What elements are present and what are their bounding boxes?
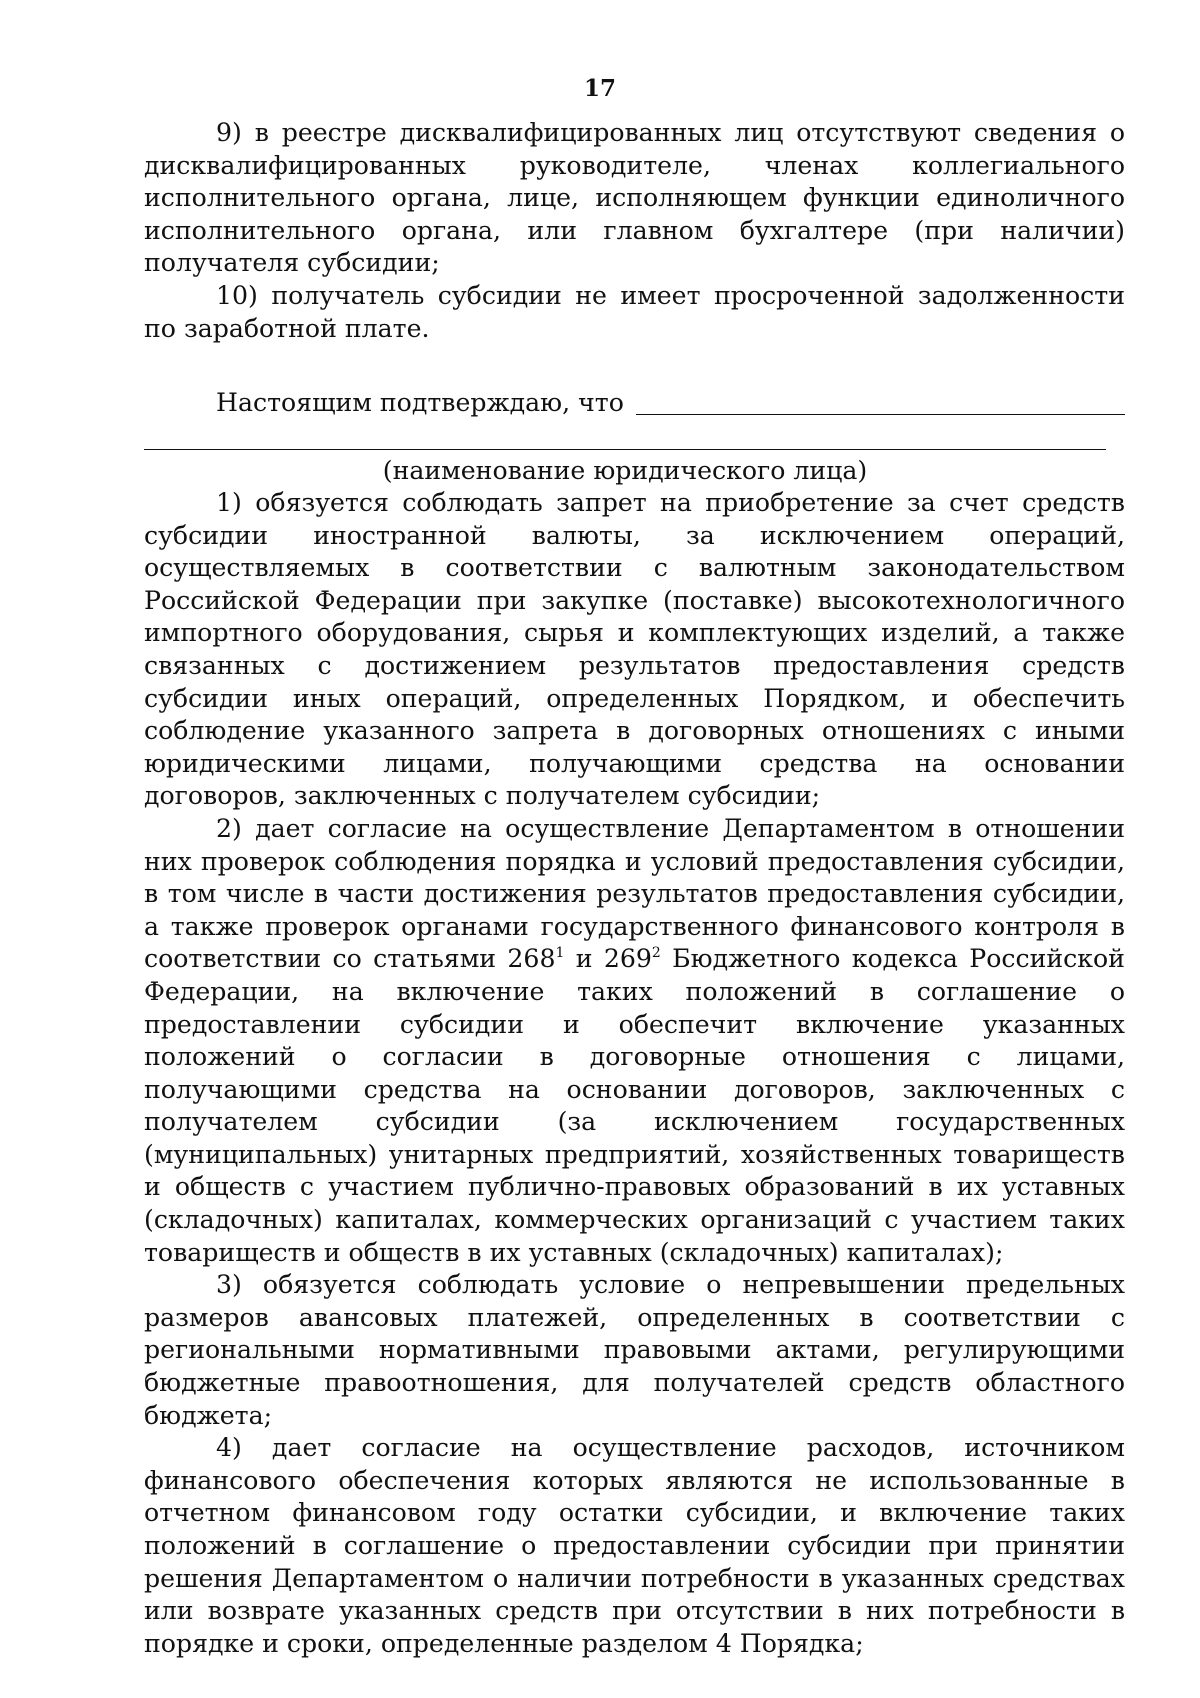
- entity-name-blank-continued: [144, 449, 1106, 450]
- obligation-1: 1) обязуется соблюдать запрет на приобретение за счет средств субсидии иностранной валюты, за исключением операций, осуществляемых в соответствии с валютным законодательством Российской Федерации при закупке (поставке) высокотехнологичного импортного оборудования, сырья и комплектующих изделий, а также связанных с достижением результатов предоставления средств субсидии иных операций, определенных Порядком, и обеспечить соблюдение указанного запрета в договорных отношениях с иными юридическими лицами, получающими средства на основании договоров, заключенных с получателем субсидии;: [144, 488, 1125, 811]
- obligation-2-part-2: и 269: [564, 944, 652, 974]
- confirmation-line: [216, 387, 1125, 419]
- article-269-superscript: 2: [651, 945, 661, 962]
- obligation-2-part-1: 2) дает согласие на осуществление Департаментом в отношении них проверок соблюдения порядка и условий предоставления субсидии, в том числе в части достижения результатов предоставления субсидии, а также проверок органами государственного финансового контроля в соответствии со статьями 268: [144, 813, 1125, 974]
- obligation-2: [144, 813, 1125, 1269]
- obligations-list: [144, 487, 1125, 1660]
- obligation-2-part-3: Бюджетного кодекса Российской Федерации, на включение таких положений в соглашение о предоставлении субсидии и обеспечит включение указанных положений о согласии в договорные отношения с лицами, получающими средства на основании договоров, заключенных с получателем субсидии (за исключением государственных (муниципальных) унитарных предприятий, хозяйственных товариществ и обществ с участием публично-правовых образований в их уставных (складочных) капиталах, коммерческих организаций с участием таких товариществ и обществ в их уставных (складочных) капиталах);: [144, 944, 1125, 1267]
- entity-name-caption: (наименование юридического лица): [382, 456, 868, 485]
- obligation-3: 3) обязуется соблюдать условие о непревышении предельных размеров авансовых платежей, определенных в соответствии с региональными нормативными правовыми актами, регулирующими бюджетные правоотношения, для получателей средств областного бюджета;: [144, 1270, 1125, 1430]
- entity-name-blank: [636, 388, 1125, 415]
- item-9: 9) в реестре дисквалифицированных лиц отсутствуют сведения о дисквалифицированных руководителе, членах коллегиального исполнительного органа, лице, исполняющем функции единоличного исполнительного органа, или главном бухгалтере (при наличии) получателя субсидии;: [144, 118, 1125, 278]
- article-268-superscript: 1: [555, 945, 565, 962]
- confirmation-label: Настоящим подтверждаю, что: [216, 388, 624, 417]
- page-number: 17: [583, 75, 616, 102]
- requirements-list: [144, 117, 1125, 345]
- item-10: 10) получатель субсидии не имеет просроченной задолженности по заработной плате.: [144, 280, 1125, 343]
- obligation-4: 4) дает согласие на осуществление расходов, источником финансового обеспечения которых являются не использованные в отчетном финансовом году остатки субсидии, и включение таких положений в соглашение о предоставлении субсидии при принятии решения Департаментом о наличии потребности в указанных средствах или возврате указанных средств при отсутствии в них потребности в порядке и сроки, определенные разделом 4 Порядка;: [144, 1433, 1125, 1658]
